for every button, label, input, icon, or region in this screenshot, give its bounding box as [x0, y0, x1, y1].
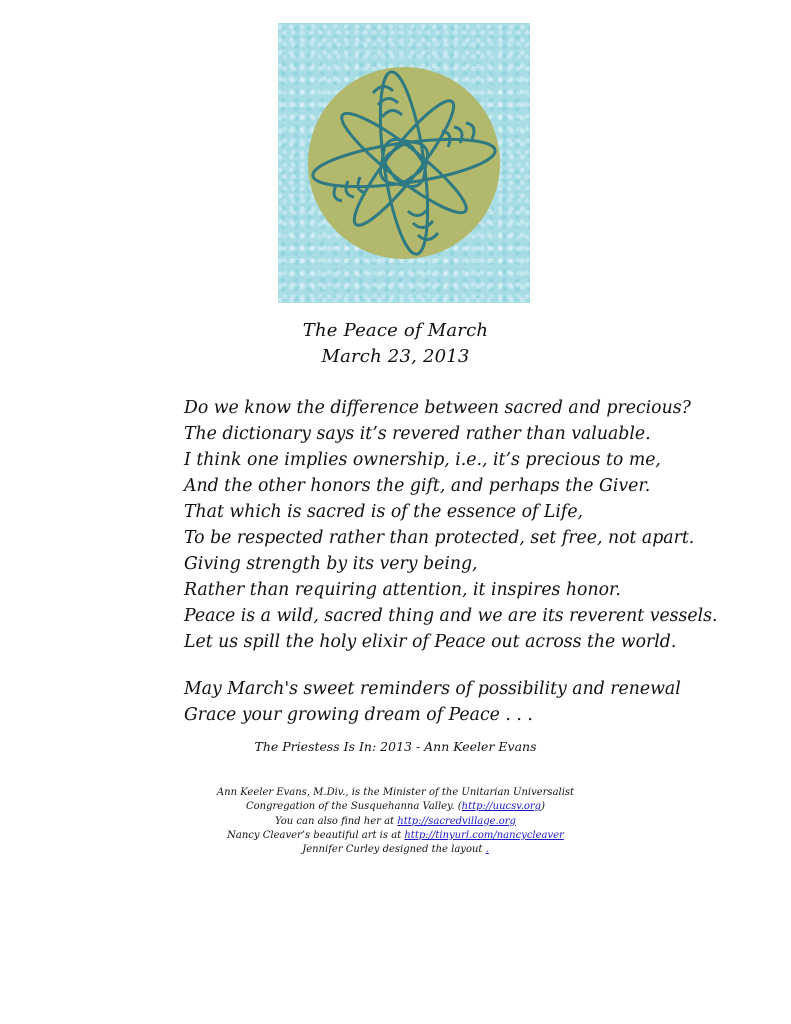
- page-title: The Peace of March: [302, 320, 489, 341]
- poem-line: Giving strength by its very being,: [184, 554, 478, 574]
- credit-line-sacredvillage: [0, 815, 791, 829]
- page-date: March 23, 2013: [321, 346, 470, 367]
- signature: The Priestess Is In: 2013 - Ann Keeler Evans: [254, 739, 537, 754]
- credit-text: Jennifer Curley designed the layout: [302, 844, 486, 856]
- credit-text: ): [541, 801, 545, 813]
- credit-line-congregation: [0, 800, 791, 814]
- credit-line-layout: [0, 843, 791, 857]
- poem-line: The dictionary says it’s revered rather than valuable.: [184, 424, 651, 444]
- poem-line: Let us spill the holy elixir of Peace out across the world.: [184, 632, 677, 652]
- credit-line-author: Ann Keeler Evans, M.Div., is the Minister of the Unitarian Universalist: [216, 787, 575, 798]
- closing-line: Grace your growing dream of Peace . . .: [184, 705, 533, 725]
- poem-line: Rather than requiring attention, it inspires honor.: [184, 580, 621, 600]
- celtic-knot-artwork: [278, 23, 530, 303]
- artwork-disc: [308, 67, 500, 259]
- sacredvillage-link[interactable]: http://sacredvillage.org: [397, 815, 516, 827]
- poem-body: [184, 395, 744, 655]
- layout-link[interactable]: .: [485, 844, 489, 856]
- poem-line: And the other honors the gift, and perhaps the Giver.: [184, 476, 651, 496]
- closing-line: May March's sweet reminders of possibility and renewal: [184, 679, 681, 699]
- poem-line: Do we know the difference between sacred and precious?: [184, 398, 691, 418]
- poem-line: To be respected rather than protected, set free, not apart.: [184, 528, 695, 548]
- credit-text: You can also find her at: [275, 815, 398, 827]
- credit-line-art: [0, 829, 791, 843]
- poem-line: That which is sacred is of the essence of Life,: [184, 502, 584, 522]
- celtic-knot-icon: [278, 23, 530, 303]
- poem-line: I think one implies ownership, i.e., it’s precious to me,: [184, 450, 661, 470]
- poem-line: Peace is a wild, sacred thing and we are its reverent vessels.: [184, 606, 718, 626]
- credit-text: Congregation of the Susquehanna Valley. (: [245, 801, 462, 813]
- credit-text: Nancy Cleaver’s beautiful art is at: [227, 829, 405, 841]
- poem-closing: [184, 676, 744, 728]
- credits: [0, 786, 791, 857]
- uucsv-link[interactable]: http://uucsv.org: [461, 801, 542, 813]
- nancycleaver-link[interactable]: http://tinyurl.com/nancycleaver: [404, 829, 564, 841]
